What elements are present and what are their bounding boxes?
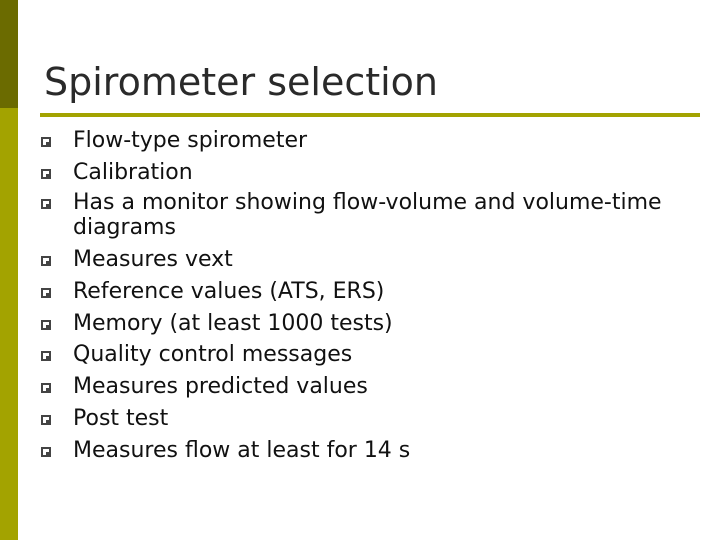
bullet-text: Has a monitor showing flow-volume and volume-time diagrams: [73, 190, 662, 241]
square-bullet-icon: [41, 137, 51, 147]
list-item: [40, 405, 680, 433]
list-item: [40, 190, 680, 240]
square-bullet-icon: [41, 199, 51, 209]
bullet-text: Reference values (ATS, ERS): [73, 279, 385, 305]
list-item: [40, 127, 680, 155]
list-item: [40, 159, 680, 187]
bullet-text: Measures vext: [73, 247, 233, 273]
title-underline: [40, 113, 700, 117]
bullet-text: Flow-type spirometer: [73, 128, 308, 153]
side-accent-bar-top: [0, 0, 18, 108]
bullet-text: Measures flow at least for 14 s: [73, 437, 411, 463]
slide-title: Spirometer selection: [44, 60, 439, 104]
list-item: [40, 310, 680, 338]
list-item: [40, 341, 680, 369]
bullet-text: Calibration: [73, 159, 193, 185]
bullet-text: Memory (at least 1000 tests): [73, 310, 393, 336]
square-bullet-icon: [41, 351, 51, 361]
list-item: [40, 278, 680, 306]
square-bullet-icon: [41, 288, 51, 298]
square-bullet-icon: [41, 256, 51, 266]
list-item: [40, 246, 680, 274]
side-accent-bar-bottom: [0, 108, 18, 540]
bullet-text: Quality control messages: [73, 342, 353, 368]
list-item: [40, 437, 680, 465]
list-item: [40, 373, 680, 401]
square-bullet-icon: [41, 320, 51, 330]
bullet-text: Measures predicted values: [73, 374, 368, 400]
square-bullet-icon: [41, 383, 51, 393]
square-bullet-icon: [41, 447, 51, 457]
bullet-list: [40, 127, 680, 468]
square-bullet-icon: [41, 169, 51, 179]
square-bullet-icon: [41, 415, 51, 425]
bullet-text: Post test: [73, 405, 169, 431]
